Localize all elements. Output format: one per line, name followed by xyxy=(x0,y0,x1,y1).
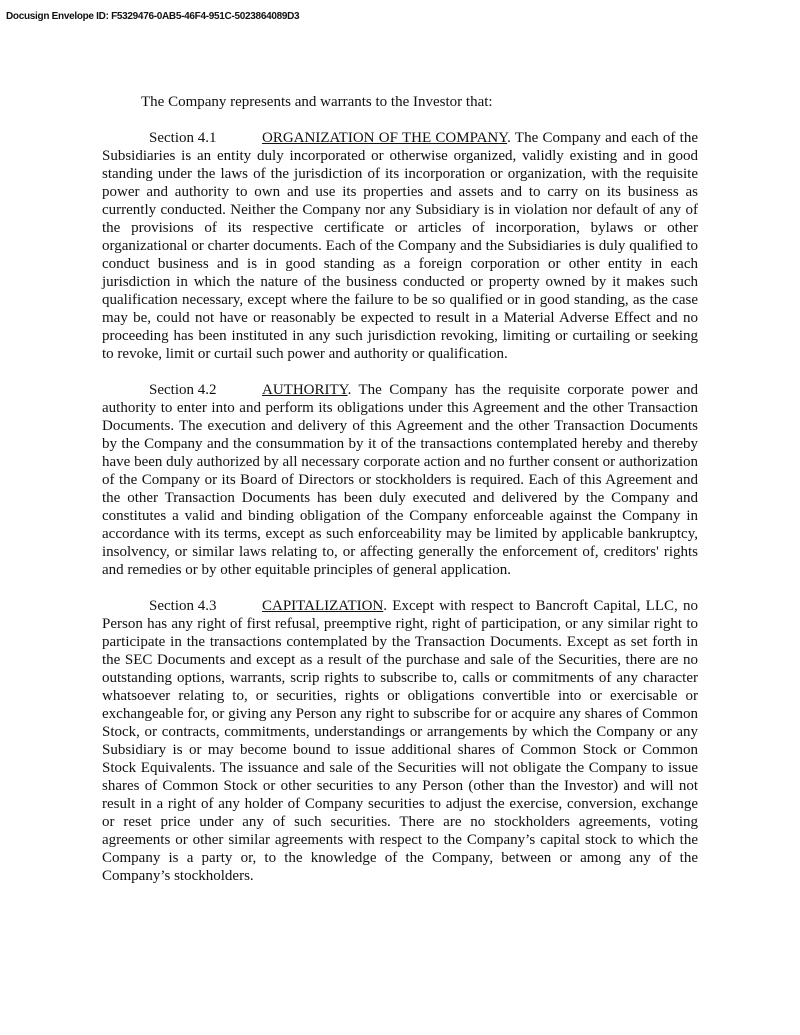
section-number: Section 4.3 xyxy=(149,598,217,614)
section-text: . Except with respect to Bancroft Capital, LLC, no Person has any right of first refusal, preemptive right, right of participation, or any similar right to participate in the transactions contemplated by the Transaction Documents. Except as set forth in the SEC Documents and except as a result of the purchase and sale of the Securities, there are no outstanding options, warrants, scrip rights to subscribe to, calls or commitments of any character whatsoever relating to, or securities, rights or obligations convertible into or exercisable or exchangeable for, or giving any Person any right to subscribe for or acquire any shares of Common Stock, or contracts, commitments, understandings or arrangements by which the Company or any Subsidiary is or may become bound to issue additional shares of Common Stock or Common Stock Equivalents. The issuance and sale of the Securities will not obligate the Company to issue shares of Common Stock or other securities to any Person (other than the Investor) and will not result in a right of any holder of Company securities to adjust the exercise, conversion, exchange or reset price under any of such securities. There are no stockholders agreements, voting agreements or other similar agreements with respect to the Company’s capital stock to which the Company is a party or, to the knowledge of the Company, between or among any of the Company’s stockholders. xyxy=(102,598,698,884)
section-title: ORGANIZATION OF THE COMPANY xyxy=(262,130,508,146)
section-number: Section 4.1 xyxy=(149,130,217,146)
section-title: AUTHORITY xyxy=(262,382,348,398)
intro-paragraph: The Company represents and warrants to the Investor that: xyxy=(141,94,493,110)
section-title: CAPITALIZATION xyxy=(262,598,384,614)
document-body xyxy=(102,93,698,903)
section-text: . The Company and each of the Subsidiaries is an entity duly incorporated or otherwise organized, validly existing and in good standing under the laws of the jurisdiction of its incorporation or organization, with the requisite power and authority to own and use its properties and assets and to carry on its business as currently conducted. Neither the Company nor any Subsidiary is in violation nor default of any of the provisions of its respective certificate or articles of incorporation, bylaws or other organizational or charter documents. Each of the Company and the Subsidiaries is duly qualified to conduct business and is in good standing as a foreign corporation or other entity in each jurisdiction in which the nature of the business conducted or property owned by it makes such qualification necessary, except where the failure to be so qualified or in good standing, as the case may be, could not have or reasonably be expected to result in a Material Adverse Effect and no proceeding has been instituted in any such jurisdiction revoking, limiting or curtailing or seeking to revoke, limit or curtail such power and authority or qualification. xyxy=(102,130,698,362)
section-4-1 xyxy=(102,129,698,363)
section-4-2 xyxy=(102,381,698,579)
section-number: Section 4.2 xyxy=(149,382,217,398)
section-text: . The Company has the requisite corporate power and authority to enter into and perform its obligations under this Agreement and the other Transaction Documents. The execution and delivery of this Agreement and the other Transaction Documents by the Company and the consummation by it of the transactions contemplated hereby and thereby have been duly authorized by all necessary corporate action and no further consent or authorization of the Company or its Board of Directors or stockholders is required. Each of this Agreement and the other Transaction Documents has been duly executed and delivered by the Company and constitutes a valid and binding obligation of the Company enforceable against the Company in accordance with its terms, except as such enforceability may be limited by applicable bankruptcy, insolvency, or similar laws relating to, or affecting generally the enforcement of, creditors' rights and remedies or by other equitable principles of general application. xyxy=(102,382,698,578)
docusign-envelope-id: Docusign Envelope ID: F5329476-0AB5-46F4-951C-5023864089D3 xyxy=(6,11,300,22)
section-4-3 xyxy=(102,597,698,885)
